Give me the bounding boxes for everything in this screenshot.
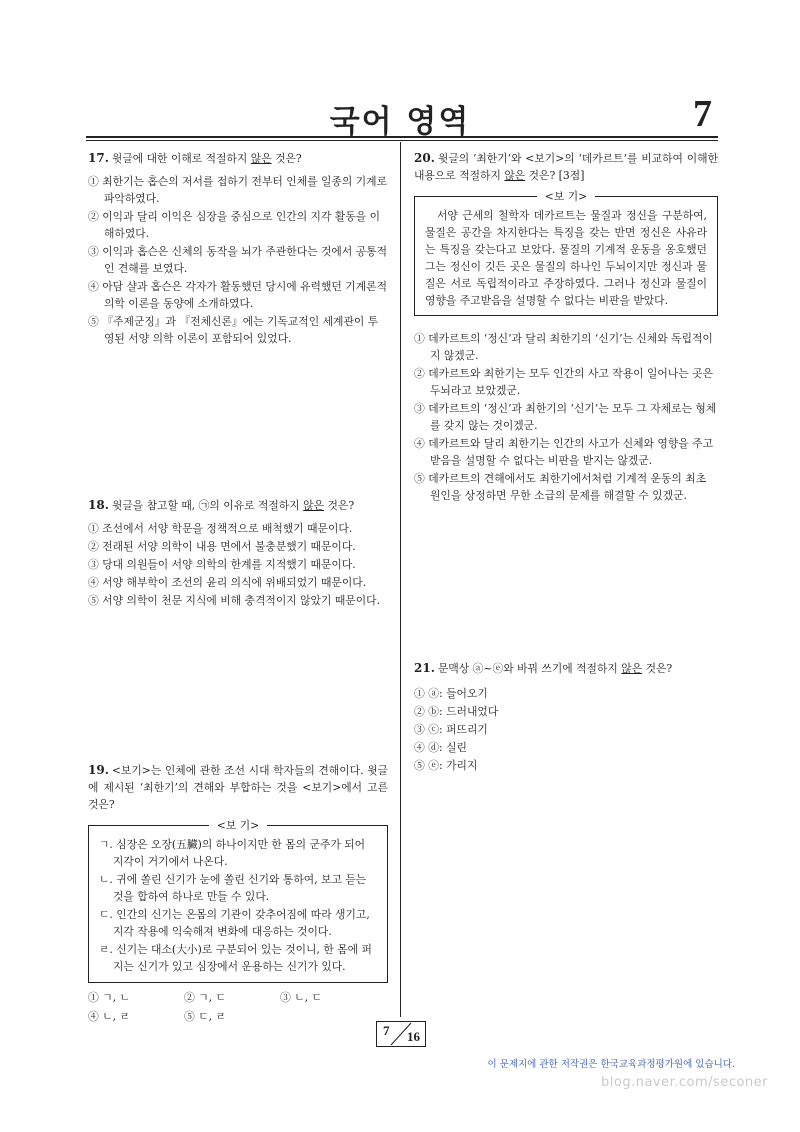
question-stem bbox=[414, 150, 718, 184]
question-17 bbox=[88, 150, 388, 348]
option-2[interactable]: ② 이익과 달리 이익은 심장을 중심으로 인간의 지각 활동을 이해하였다. bbox=[88, 210, 380, 240]
bogi-label: <보 기> bbox=[537, 190, 595, 203]
question-19 bbox=[88, 762, 388, 1025]
option-2[interactable]: ② 데카르트와 최한기는 모두 인간의 사고 작용이 일어나는 곳은 두뇌라고 보았겠군. bbox=[414, 367, 713, 397]
question-20 bbox=[414, 150, 718, 505]
question-18 bbox=[88, 497, 388, 610]
stem-emphasis: 않은 bbox=[504, 169, 526, 182]
option-list bbox=[88, 520, 388, 609]
column-divider bbox=[400, 142, 401, 1017]
question-stem bbox=[88, 150, 388, 167]
stem-emphasis: 않은 bbox=[621, 662, 643, 675]
option-2[interactable]: ② ㄱ, ㄷ bbox=[184, 991, 226, 1004]
option-list bbox=[414, 685, 718, 774]
stem-text: 문맥상 ⓐ~ⓔ와 바꿔 쓰기에 적절하지 bbox=[437, 662, 622, 675]
stem-text: <보기>는 인체에 관한 조선 시대 학자들의 견해이다. 윗글에 제시된 ‘최한기’의 견해와 부합하는 것을 <보기>에서 고른 것은? bbox=[88, 764, 388, 811]
option-1[interactable]: ① 조선에서 서양 학문을 정책적으로 배척했기 때문이다. bbox=[88, 522, 353, 535]
option-1[interactable]: ① 데카르트의 ‘정신’과 달리 최한기의 ‘신기’는 신체와 독립적이지 않겠군. bbox=[414, 332, 713, 362]
stem-text: 윗글을 참고할 때, ㉠의 이유로 적절하지 bbox=[111, 499, 304, 512]
watermark: blog.naver.com/seconer bbox=[601, 1075, 768, 1090]
option-list bbox=[414, 330, 718, 504]
bogi-item: ㄹ. 신기는 대소(大小)로 구분되어 있는 것이니, 한 몸에 퍼지는 신기가 있고 심장에서 운용하는 신기가 있다. bbox=[99, 943, 372, 973]
option-3[interactable]: ③ 이익과 홉슨은 신체의 동작을 뇌가 주관한다는 것에서 공통적인 견해를 보였다. bbox=[88, 245, 387, 275]
copyright-notice: 이 문제지에 관한 저작권은 한국교육과정평가원에 있습니다. bbox=[487, 1059, 735, 1070]
stem-emphasis: 않은 bbox=[250, 152, 272, 165]
option-3[interactable]: ③ 데카르트의 ‘정신’과 최한기의 ‘신기’는 모두 그 자체로는 형체를 갖지 않는 것이겠군. bbox=[414, 402, 717, 432]
stem-text: 것은? bbox=[324, 499, 355, 512]
header-rule bbox=[86, 136, 718, 138]
option-2[interactable]: ② ⓑ: 드러내었다 bbox=[414, 705, 499, 718]
question-21 bbox=[414, 660, 718, 775]
page-indicator bbox=[376, 1021, 426, 1047]
option-list bbox=[88, 173, 388, 347]
question-number: 18. bbox=[88, 498, 109, 512]
option-5[interactable]: ⑤ 서양 의학이 천문 지식에 비해 충격적이지 않았기 때문이다. bbox=[88, 594, 380, 607]
stem-text: 윗글의 ‘최한기’와 <보기>의 ‘데카르트’를 비교하여 이해한 내용으로 적절하지 bbox=[414, 152, 718, 182]
option-list bbox=[88, 989, 388, 1025]
option-4[interactable]: ④ 서양 해부학이 조선의 윤리 의식에 위배되었기 때문이다. bbox=[88, 576, 367, 589]
option-3[interactable]: ③ ⓒ: 퍼뜨리기 bbox=[414, 723, 488, 736]
bogi-item: ㄷ. 인간의 신기는 온몸의 기관이 갖추어짐에 따라 생기고, 지각 작용에 익숙해져 변화에 대응하는 것이다. bbox=[99, 908, 370, 938]
option-4[interactable]: ④ 아담 샬과 홉슨은 각자가 활동했던 당시에 유력했던 기계론적 의학 이론을 동양에 소개하였다. bbox=[88, 280, 387, 310]
stem-text: 윗글에 대한 이해로 적절하지 bbox=[111, 152, 251, 165]
bogi-item: ㄱ. 심장은 오장(五臟)의 하나이지만 한 몸의 군주가 되어 지각이 거기에서 나온다. bbox=[99, 838, 366, 868]
question-number: 21. bbox=[414, 661, 435, 675]
option-5[interactable]: ⑤ 데카르트의 견해에서도 최한기에서처럼 기계적 운동의 최초 원인을 상정하면 무한 소급의 문제를 해결할 수 있겠군. bbox=[414, 472, 707, 502]
option-1[interactable]: ① ㄱ, ㄴ bbox=[88, 991, 130, 1004]
page-title: 국어 영역 bbox=[329, 104, 471, 140]
question-stem bbox=[88, 497, 388, 514]
bogi-item: ㄴ. 귀에 쏠린 신기가 눈에 쏠린 신기와 통하여, 보고 듣는 것을 합하여 하나로 만들 수 있다. bbox=[99, 873, 367, 903]
option-3[interactable]: ③ 당대 의원들이 서양 의학의 한계를 지적했기 때문이다. bbox=[88, 558, 356, 571]
option-5[interactable]: ⑤ 『주제군징』과 『전체신론』에는 기독교적인 세계관이 투영된 서양 의학 이론이 포함되어 있었다. bbox=[88, 315, 379, 345]
option-4[interactable]: ④ ⓓ: 실린 bbox=[414, 741, 467, 754]
bogi-box bbox=[414, 190, 718, 316]
option-2[interactable]: ② 전래된 서양 의학이 내용 면에서 불충분했기 때문이다. bbox=[88, 540, 356, 553]
bogi-box bbox=[88, 819, 388, 983]
stem-text: 것은? bbox=[642, 662, 673, 675]
option-1[interactable]: ① ⓐ: 들어오기 bbox=[414, 687, 488, 700]
bogi-text: 서양 근세의 철학자 데카르트는 물질과 정신을 구분하여, 물질은 공간을 차지한다는 특징을 갖는 반면 정신은 사유라는 특징을 갖는다고 보았다. 물질의 기계적 운동을 옹호했던 그는 정신이 깃든 곳은 물질의 하나인 두뇌이지만 정신과 물질은 서로 독립적이라고 주장하였다. 그러나 정신과 물질이 영향을 주고받음을 설명할 수 없다는 비판을 받았다. bbox=[425, 209, 707, 307]
option-1[interactable]: ① 최한기는 홉슨의 저서를 접하기 전부터 인체를 일종의 기계로 파악하였다. bbox=[88, 175, 387, 205]
page-number: 7 bbox=[693, 93, 712, 135]
question-stem bbox=[88, 762, 388, 813]
question-stem bbox=[414, 660, 718, 677]
stem-emphasis: 않은 bbox=[303, 499, 325, 512]
option-5[interactable]: ⑤ ⓔ: 가리지 bbox=[414, 759, 478, 772]
stem-text: 것은? bbox=[271, 152, 302, 165]
bogi-label: <보 기> bbox=[209, 819, 267, 832]
question-number: 17. bbox=[88, 151, 109, 165]
page-current: 7 bbox=[383, 1023, 390, 1038]
option-4[interactable]: ④ 데카르트와 달리 최한기는 인간의 사고가 신체와 영향을 주고받음을 설명할 수 없다는 비판을 받지는 않겠군. bbox=[414, 437, 713, 467]
option-3[interactable]: ③ ㄴ, ㄷ bbox=[280, 991, 322, 1004]
header-rule-thin bbox=[86, 140, 718, 141]
option-4[interactable]: ④ ㄴ, ㄹ bbox=[88, 1010, 130, 1023]
stem-text: 것은? [3점] bbox=[525, 169, 585, 182]
option-5[interactable]: ⑤ ㄷ, ㄹ bbox=[184, 1010, 226, 1023]
question-number: 20. bbox=[414, 151, 435, 165]
page-total: 16 bbox=[407, 1029, 420, 1044]
question-number: 19. bbox=[88, 763, 109, 777]
